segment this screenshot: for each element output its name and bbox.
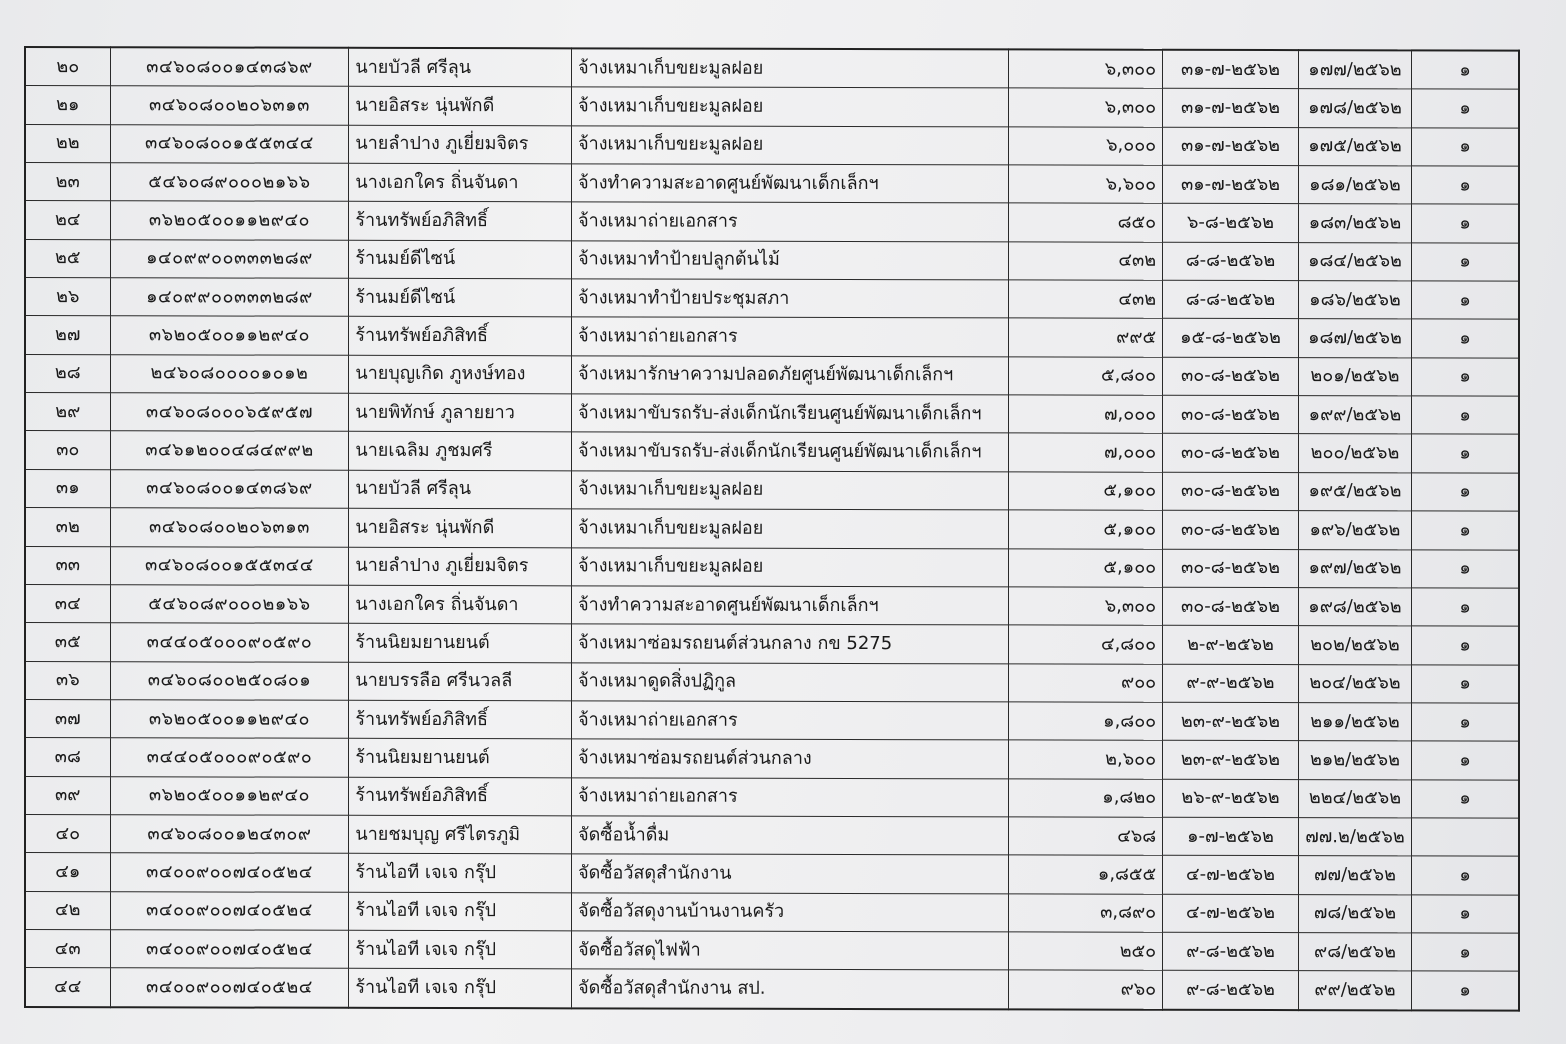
- row-number-cell: ๓๓: [25, 546, 110, 585]
- tax-id-cell: ๓๔๖๐๘๐๐๐๖๕๙๕๗: [110, 393, 349, 432]
- reference-number-cell: ๑๙๙/๒๕๖๒: [1298, 396, 1411, 435]
- row-number-cell: ๔๐: [25, 814, 110, 853]
- reference-number-cell: ๙๘/๒๕๖๒: [1298, 933, 1411, 972]
- item-description-cell: จ้างเหมารักษาความปลอดภัยศูนย์พัฒนาเด็กเล็กฯ: [572, 356, 1009, 395]
- amount-cell: ๔,๘๐๐: [1009, 625, 1163, 664]
- contract-date-cell: ๓๑-๗-๒๕๖๒: [1163, 127, 1299, 166]
- vendor-name-cell: ร้านทรัพย์อภิสิทธิ์: [349, 777, 572, 816]
- table-row: [25, 584, 1519, 626]
- amount-cell: ๕,๑๐๐: [1009, 548, 1163, 587]
- reference-number-cell: ๒๐๐/๒๕๖๒: [1298, 434, 1411, 473]
- amount-cell: ๖,๐๐๐: [1009, 127, 1163, 166]
- item-description-cell: จ้างเหมาทำป้ายปลูกต้นไม้: [572, 241, 1009, 280]
- reference-number-cell: ๒๒๔/๒๕๖๒: [1298, 779, 1411, 818]
- amount-cell: ๑,๘๒๐: [1009, 778, 1163, 817]
- contract-date-cell: ๓๐-๘-๒๕๖๒: [1163, 510, 1299, 549]
- row-number-cell: ๒๐: [25, 47, 110, 86]
- count-cell: ๑: [1412, 243, 1519, 282]
- row-number-cell: ๒๑: [25, 86, 110, 125]
- contract-date-cell: ๓๑-๗-๒๕๖๒: [1163, 50, 1299, 89]
- item-description-cell: จ้างเหมาถ่ายเอกสาร: [572, 701, 1009, 740]
- amount-cell: ๖,๓๐๐: [1009, 49, 1163, 88]
- contract-date-cell: ๘-๘-๒๕๖๒: [1163, 242, 1299, 281]
- vendor-name-cell: ร้านไอที เจเจ กรุ๊ป: [349, 892, 572, 931]
- amount-cell: ๖,๖๐๐: [1009, 165, 1163, 204]
- vendor-name-cell: ร้านนิยมยานยนต์: [349, 623, 572, 662]
- table-row: [25, 661, 1519, 703]
- vendor-name-cell: ร้านทรัพย์อภิสิทธิ์: [349, 317, 572, 356]
- item-description-cell: จ้างเหมาเก็บขยะมูลฝอย: [572, 471, 1009, 510]
- amount-cell: ๙๐๐: [1009, 663, 1163, 702]
- row-number-cell: ๒๔: [25, 201, 110, 240]
- table-row: [25, 699, 1519, 741]
- reference-number-cell: ๒๐๒/๒๕๖๒: [1298, 626, 1411, 665]
- table-row: [25, 239, 1519, 281]
- row-number-cell: ๓๒: [25, 508, 110, 547]
- amount-cell: ๖,๓๐๐: [1009, 587, 1163, 626]
- count-cell: ๑: [1412, 664, 1519, 703]
- contract-date-cell: ๒๓-๙-๒๕๖๒: [1163, 741, 1299, 780]
- tax-id-cell: ๓๔๖๐๘๐๐๒๐๖๓๑๓: [110, 508, 349, 547]
- count-cell: ๑: [1412, 703, 1519, 742]
- vendor-name-cell: ร้านทรัพย์อภิสิทธิ์: [349, 202, 572, 241]
- vendor-name-cell: นายชมบุญ ศรีไตรภูมิ: [349, 815, 572, 854]
- item-description-cell: จ้างเหมาซ่อมรถยนต์ส่วนกลาง: [572, 739, 1009, 778]
- amount-cell: ๔๓๒: [1009, 280, 1163, 319]
- amount-cell: ๔๖๘: [1009, 817, 1163, 856]
- table-row: [25, 508, 1519, 550]
- tax-id-cell: ๓๔๖๐๘๐๐๑๕๕๓๔๔: [110, 546, 349, 585]
- row-number-cell: ๔๑: [25, 853, 110, 892]
- row-number-cell: ๔๓: [25, 929, 110, 968]
- table-row: [25, 393, 1519, 435]
- row-number-cell: ๓๔: [25, 584, 110, 623]
- tax-id-cell: ๓๔๖๐๘๐๐๑๒๔๓๐๙: [110, 815, 349, 854]
- tax-id-cell: ๓๔๐๐๙๐๐๗๔๐๕๒๔: [110, 930, 349, 969]
- reference-number-cell: ๑๙๕/๒๕๖๒: [1298, 472, 1411, 511]
- amount-cell: ๙๙๕: [1009, 318, 1163, 357]
- count-cell: ๑: [1412, 511, 1519, 550]
- item-description-cell: จัดซื้อน้ำดื่ม: [572, 816, 1009, 855]
- item-description-cell: จ้างทำความสะอาดศูนย์พัฒนาเด็กเล็กฯ: [572, 586, 1009, 625]
- row-number-cell: ๔๔: [25, 968, 110, 1007]
- row-number-cell: ๒๒: [25, 124, 110, 163]
- contract-date-cell: ๓๐-๘-๒๕๖๒: [1163, 587, 1299, 626]
- reference-number-cell: ๑๗๘/๒๕๖๒: [1298, 89, 1411, 128]
- count-cell: ๑: [1412, 50, 1519, 89]
- reference-number-cell: ๑๘๗/๒๕๖๒: [1298, 319, 1411, 358]
- contract-date-cell: ๒-๙-๒๕๖๒: [1163, 625, 1299, 664]
- item-description-cell: จัดซื้อวัสดุงานบ้านงานครัว: [572, 892, 1009, 931]
- table-row: [25, 201, 1519, 243]
- procurement-table: [24, 46, 1520, 1012]
- tax-id-cell: ๒๔๖๐๘๐๐๐๐๑๐๑๒: [110, 354, 349, 393]
- reference-number-cell: ๒๐๔/๒๕๖๒: [1298, 664, 1411, 703]
- row-number-cell: ๒๙: [25, 393, 110, 432]
- contract-date-cell: ๓๑-๗-๒๕๖๒: [1163, 89, 1299, 128]
- count-cell: ๑: [1412, 396, 1519, 435]
- procurement-table-sheet: [24, 46, 1520, 1012]
- item-description-cell: จ้างเหมาขับรถรับ-ส่งเด็กนักเรียนศูนย์พัฒนาเด็กเล็กฯ: [572, 394, 1009, 433]
- reference-number-cell: ๗๗.๒/๒๕๖๒: [1298, 818, 1411, 857]
- row-number-cell: ๒๘: [25, 354, 110, 393]
- reference-number-cell: ๑๘๔/๒๕๖๒: [1298, 242, 1411, 281]
- tax-id-cell: ๓๔๖๐๘๐๐๑๔๓๘๖๙: [110, 47, 349, 86]
- reference-number-cell: ๙๙/๒๕๖๒: [1298, 971, 1411, 1010]
- table-row: [25, 163, 1519, 205]
- row-number-cell: ๓๕: [25, 623, 110, 662]
- tax-id-cell: ๓๖๒๐๕๐๐๑๑๒๙๔๐: [110, 316, 349, 355]
- item-description-cell: จัดซื้อวัสดุไฟฟ้า: [572, 931, 1009, 970]
- contract-date-cell: ๒๖-๙-๒๕๖๒: [1163, 779, 1299, 818]
- contract-date-cell: ๘-๘-๒๕๖๒: [1163, 280, 1299, 319]
- contract-date-cell: ๓๐-๘-๒๕๖๒: [1163, 357, 1299, 396]
- amount-cell: ๕,๑๐๐: [1009, 510, 1163, 549]
- vendor-name-cell: นายเฉลิม ภูชมศรี: [349, 432, 572, 471]
- reference-number-cell: ๑๗๗/๒๕๖๒: [1298, 50, 1411, 89]
- tax-id-cell: ๓๔๐๐๙๐๐๗๔๐๕๒๔: [110, 891, 349, 930]
- table-row: [25, 316, 1519, 358]
- contract-date-cell: ๓๐-๘-๒๕๖๒: [1163, 395, 1299, 434]
- amount-cell: ๓,๘๙๐: [1009, 894, 1163, 933]
- table-row: [25, 623, 1519, 665]
- count-cell: ๑: [1412, 473, 1519, 512]
- item-description-cell: จ้างเหมาเก็บขยะมูลฝอย: [572, 87, 1009, 126]
- table-row: [25, 929, 1519, 971]
- count-cell: ๑: [1412, 166, 1519, 205]
- table-row: [25, 738, 1519, 780]
- reference-number-cell: ๗๘/๒๕๖๒: [1298, 894, 1411, 933]
- tax-id-cell: ๓๔๖๐๘๐๐๑๕๕๓๔๔: [110, 124, 349, 163]
- item-description-cell: จ้างเหมาซ่อมรถยนต์ส่วนกลาง กข 5275: [572, 624, 1009, 663]
- amount-cell: ๗,๐๐๐: [1009, 433, 1163, 472]
- vendor-name-cell: นายอิสระ นุ่นพักดี: [349, 508, 572, 547]
- amount-cell: ๒,๖๐๐: [1009, 740, 1163, 779]
- item-description-cell: จัดซื้อวัสดุสำนักงาน: [572, 854, 1009, 893]
- vendor-name-cell: ร้านมย์ดีไซน์: [349, 278, 572, 317]
- reference-number-cell: ๒๑๒/๒๕๖๒: [1298, 741, 1411, 780]
- table-row: [25, 546, 1519, 588]
- row-number-cell: ๓๖: [25, 661, 110, 700]
- table-row: [25, 776, 1519, 818]
- contract-date-cell: ๙-๘-๒๕๖๒: [1163, 971, 1299, 1011]
- count-cell: ๑: [1412, 741, 1519, 780]
- reference-number-cell: ๒๑๑/๒๕๖๒: [1298, 702, 1411, 741]
- item-description-cell: จ้างเหมาถ่ายเอกสาร: [572, 202, 1009, 241]
- vendor-name-cell: ร้านมย์ดีไซน์: [349, 240, 572, 279]
- contract-date-cell: ๔-๗-๒๕๖๒: [1163, 856, 1299, 895]
- contract-date-cell: ๓๐-๘-๒๕๖๒: [1163, 472, 1299, 511]
- count-cell: ๑: [1412, 626, 1519, 665]
- reference-number-cell: ๒๐๑/๒๕๖๒: [1298, 357, 1411, 396]
- amount-cell: ๔๓๒: [1009, 242, 1163, 281]
- reference-number-cell: ๑๘๖/๒๕๖๒: [1298, 281, 1411, 320]
- table-row: [25, 891, 1519, 933]
- amount-cell: ๘๕๐: [1009, 203, 1163, 242]
- vendor-name-cell: ร้านไอที เจเจ กรุ๊ป: [349, 930, 572, 969]
- item-description-cell: จ้างเหมาเก็บขยะมูลฝอย: [572, 48, 1009, 88]
- amount-cell: ๕,๑๐๐: [1009, 472, 1163, 511]
- vendor-name-cell: ร้านไอที เจเจ กรุ๊ป: [349, 969, 572, 1009]
- item-description-cell: จ้างเหมาเก็บขยะมูลฝอย: [572, 126, 1009, 165]
- reference-number-cell: ๗๗/๒๕๖๒: [1298, 856, 1411, 895]
- reference-number-cell: ๑๘๓/๒๕๖๒: [1298, 204, 1411, 243]
- count-cell: ๑: [1412, 128, 1519, 167]
- tax-id-cell: ๓๔๔๐๕๐๐๐๙๐๕๙๐: [110, 738, 349, 777]
- row-number-cell: ๔๒: [25, 891, 110, 930]
- contract-date-cell: ๖-๘-๒๕๖๒: [1163, 204, 1299, 243]
- tax-id-cell: ๑๔๐๙๙๐๐๓๓๓๒๘๙: [110, 278, 349, 317]
- row-number-cell: ๓๐: [25, 431, 110, 470]
- item-description-cell: จ้างเหมาทำป้ายประชุมสภา: [572, 279, 1009, 318]
- tax-id-cell: ๓๔๖๐๘๐๐๑๔๓๘๖๙: [110, 470, 349, 509]
- count-cell: [1412, 818, 1519, 857]
- count-cell: ๑: [1412, 856, 1519, 895]
- table-row: [25, 86, 1519, 128]
- row-number-cell: ๓๘: [25, 738, 110, 777]
- item-description-cell: จ้างเหมาเก็บขยะมูลฝอย: [572, 509, 1009, 548]
- contract-date-cell: ๓๐-๘-๒๕๖๒: [1163, 549, 1299, 588]
- contract-date-cell: ๓๐-๘-๒๕๖๒: [1163, 434, 1299, 473]
- row-number-cell: ๓๗: [25, 699, 110, 738]
- vendor-name-cell: นายบุญเกิด ภูหงษ์ทอง: [349, 355, 572, 394]
- amount-cell: ๙๖๐: [1009, 970, 1163, 1010]
- table-row: [25, 814, 1519, 856]
- row-number-cell: ๒๕: [25, 239, 110, 278]
- amount-cell: ๒๕๐: [1009, 932, 1163, 971]
- vendor-name-cell: นายลำปาง ภูเยี่ยมจิตร: [349, 547, 572, 586]
- vendor-name-cell: นายบรรลือ ศรีนวลลี: [349, 662, 572, 701]
- tax-id-cell: ๕๔๖๐๘๙๐๐๐๒๑๖๖: [110, 585, 349, 624]
- tax-id-cell: ๓๔๖๑๒๐๐๔๘๔๙๙๒: [110, 431, 349, 470]
- vendor-name-cell: ร้านไอที เจเจ กรุ๊ป: [349, 854, 572, 893]
- contract-date-cell: ๑-๗-๒๕๖๒: [1163, 817, 1299, 856]
- item-description-cell: จ้างทำความสะอาดศูนย์พัฒนาเด็กเล็กฯ: [572, 164, 1009, 203]
- tax-id-cell: ๓๖๒๐๕๐๐๑๑๒๙๔๐: [110, 201, 349, 240]
- vendor-name-cell: นายบัวลี ศรีลุน: [349, 470, 572, 509]
- table-body: [25, 47, 1519, 1011]
- tax-id-cell: ๓๔๖๐๘๐๐๒๕๐๘๐๑: [110, 661, 349, 700]
- tax-id-cell: ๓๔๔๐๕๐๐๐๙๐๕๙๐: [110, 623, 349, 662]
- table-row: [25, 278, 1519, 320]
- table-row: [25, 469, 1519, 511]
- table-row: [25, 47, 1519, 90]
- row-number-cell: ๓๙: [25, 776, 110, 815]
- item-description-cell: จ้างเหมาดูดสิ่งปฏิกูล: [572, 662, 1009, 701]
- item-description-cell: จัดซื้อวัสดุสำนักงาน สป.: [572, 969, 1009, 1009]
- contract-date-cell: ๒๓-๙-๒๕๖๒: [1163, 702, 1299, 741]
- tax-id-cell: ๓๔๐๐๙๐๐๗๔๐๕๒๔: [110, 968, 349, 1008]
- vendor-name-cell: ร้านทรัพย์อภิสิทธิ์: [349, 700, 572, 739]
- item-description-cell: จ้างเหมาถ่ายเอกสาร: [572, 777, 1009, 816]
- count-cell: ๑: [1412, 358, 1519, 397]
- item-description-cell: จ้างเหมาถ่ายเอกสาร: [572, 317, 1009, 356]
- reference-number-cell: ๑๗๕/๒๕๖๒: [1298, 127, 1411, 166]
- count-cell: ๑: [1412, 971, 1519, 1010]
- tax-id-cell: ๓๔๖๐๘๐๐๒๐๖๓๑๓: [110, 86, 349, 125]
- row-number-cell: ๒๓: [25, 163, 110, 202]
- reference-number-cell: ๑๙๘/๒๕๖๒: [1298, 587, 1411, 626]
- count-cell: ๑: [1412, 894, 1519, 933]
- amount-cell: ๖,๓๐๐: [1009, 88, 1163, 127]
- item-description-cell: จ้างเหมาขับรถรับ-ส่งเด็กนักเรียนศูนย์พัฒนาเด็กเล็กฯ: [572, 432, 1009, 471]
- reference-number-cell: ๑๙๖/๒๕๖๒: [1298, 511, 1411, 550]
- count-cell: ๑: [1412, 281, 1519, 320]
- amount-cell: ๗,๐๐๐: [1009, 395, 1163, 434]
- reference-number-cell: ๑๙๗/๒๕๖๒: [1298, 549, 1411, 588]
- table-row: [25, 124, 1519, 166]
- vendor-name-cell: นายพิทักษ์ ภูลายยาว: [349, 393, 572, 432]
- vendor-name-cell: นางเอกใคร ถิ่นจันดา: [349, 585, 572, 624]
- table-row: [25, 968, 1519, 1011]
- table-row: [25, 853, 1519, 895]
- count-cell: ๑: [1412, 588, 1519, 627]
- tax-id-cell: ๓๖๒๐๕๐๐๑๑๒๙๔๐: [110, 776, 349, 815]
- count-cell: ๑: [1412, 779, 1519, 818]
- row-number-cell: ๒๖: [25, 278, 110, 317]
- count-cell: ๑: [1412, 89, 1519, 128]
- tax-id-cell: ๓๖๒๐๕๐๐๑๑๒๙๔๐: [110, 700, 349, 739]
- contract-date-cell: ๓๑-๗-๒๕๖๒: [1163, 165, 1299, 204]
- amount-cell: ๕,๘๐๐: [1009, 357, 1163, 396]
- amount-cell: ๑,๘๐๐: [1009, 702, 1163, 741]
- count-cell: ๑: [1412, 434, 1519, 473]
- tax-id-cell: ๑๔๐๙๙๐๐๓๓๓๒๘๙: [110, 239, 349, 278]
- table-row: [25, 431, 1519, 473]
- count-cell: ๑: [1412, 204, 1519, 243]
- vendor-name-cell: นายลำปาง ภูเยี่ยมจิตร: [349, 125, 572, 164]
- row-number-cell: ๒๗: [25, 316, 110, 355]
- vendor-name-cell: นายบัวลี ศรีลุน: [349, 48, 572, 87]
- contract-date-cell: ๙-๙-๒๕๖๒: [1163, 664, 1299, 703]
- vendor-name-cell: นางเอกใคร ถิ่นจันดา: [349, 163, 572, 202]
- reference-number-cell: ๑๘๑/๒๕๖๒: [1298, 166, 1411, 205]
- row-number-cell: ๓๑: [25, 469, 110, 508]
- tax-id-cell: ๕๔๖๐๘๙๐๐๐๒๑๖๖: [110, 163, 349, 202]
- vendor-name-cell: ร้านนิยมยานยนต์: [349, 739, 572, 778]
- vendor-name-cell: นายอิสระ นุ่นพักดี: [349, 87, 572, 126]
- item-description-cell: จ้างเหมาเก็บขยะมูลฝอย: [572, 547, 1009, 586]
- count-cell: ๑: [1412, 319, 1519, 358]
- count-cell: ๑: [1412, 933, 1519, 972]
- count-cell: ๑: [1412, 549, 1519, 588]
- table-row: [25, 354, 1519, 396]
- contract-date-cell: ๔-๗-๒๕๖๒: [1163, 894, 1299, 933]
- contract-date-cell: ๑๕-๘-๒๕๖๒: [1163, 319, 1299, 358]
- tax-id-cell: ๓๔๐๐๙๐๐๗๔๐๕๒๔: [110, 853, 349, 892]
- contract-date-cell: ๙-๘-๒๕๖๒: [1163, 932, 1299, 971]
- amount-cell: ๑,๘๕๕: [1009, 855, 1163, 894]
